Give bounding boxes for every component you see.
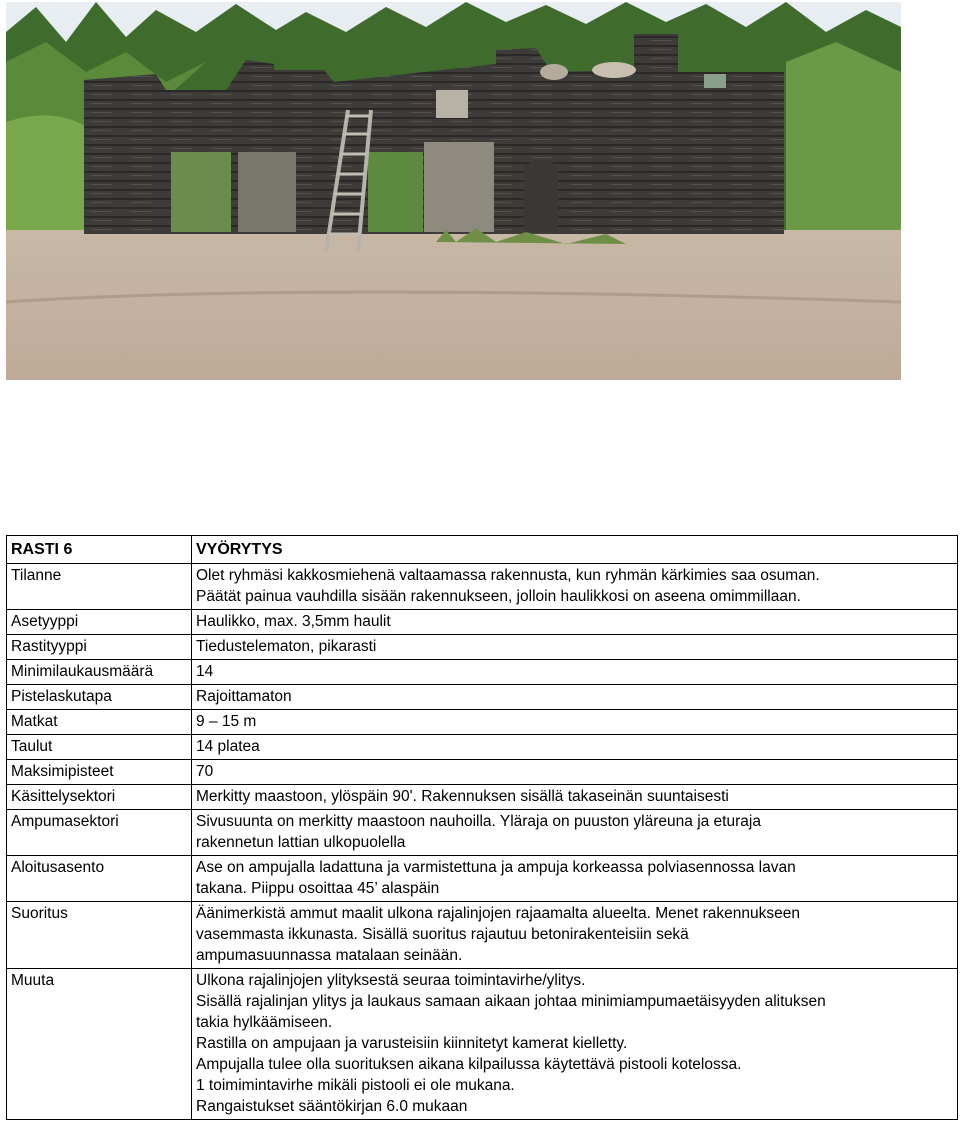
table-header-row: [7, 536, 958, 564]
value-line: ampumasuunnassa matalaan seinään.: [196, 947, 463, 964]
table-row: [7, 760, 958, 785]
stage-title: VYÖRYTYS: [192, 536, 958, 564]
row-value: [192, 856, 958, 902]
table-row: [7, 856, 958, 902]
value-line: 9 – 15 m: [196, 713, 257, 730]
value-line: takia hylkäämiseen.: [196, 1014, 333, 1031]
row-key: Muuta: [7, 969, 192, 1120]
value-line: 70: [196, 763, 214, 780]
row-key: Suoritus: [7, 902, 192, 969]
row-key: Pistelaskutapa: [7, 685, 192, 710]
value-line: 14 platea: [196, 738, 260, 755]
value-line: Tiedustelematon, pikarasti: [196, 638, 377, 655]
row-value: [192, 810, 958, 856]
row-value: [192, 685, 958, 710]
row-value: [192, 785, 958, 810]
value-line: Ulkona rajalinjojen ylityksestä seuraa toimintavirhe/ylitys.: [196, 972, 586, 989]
value-line: 14: [196, 663, 214, 680]
value-line: 1 toimimintavirhe mikäli pistooli ei ole mukana.: [196, 1077, 515, 1094]
value-line: Rastilla on ampujaan ja varusteisiin kiinnitetyt kamerat kielletty.: [196, 1035, 628, 1052]
row-key: Matkat: [7, 710, 192, 735]
row-value: [192, 564, 958, 610]
wooden-building-photo: [6, 2, 901, 380]
table-row: [7, 785, 958, 810]
value-line: Ampujalla tulee olla suorituksen aikana kilpailussa käytettävä pistooli kotelossa.: [196, 1056, 742, 1073]
table-row: [7, 735, 958, 760]
table-row: [7, 610, 958, 635]
table-row: [7, 685, 958, 710]
row-key: Ampumasektori: [7, 810, 192, 856]
row-key: Asetyyppi: [7, 610, 192, 635]
stage-info-table: [6, 535, 958, 1120]
row-value: [192, 760, 958, 785]
table-row: [7, 969, 958, 1120]
value-line: Sisällä rajalinjan ylitys ja laukaus samaan aikaan johtaa minimiampumaetäisyyden alituksen: [196, 993, 826, 1010]
row-key: Käsittelysektori: [7, 785, 192, 810]
row-value: [192, 635, 958, 660]
row-key: Tilanne: [7, 564, 192, 610]
table-row: [7, 710, 958, 735]
value-line: Äänimerkistä ammut maalit ulkona rajalinjojen rajaamalta alueelta. Menet rakennukseen: [196, 905, 800, 922]
value-line: vasemmasta ikkunasta. Sisällä suoritus rajautuu betonirakenteisiin sekä: [196, 926, 689, 943]
row-key: Taulut: [7, 735, 192, 760]
value-line: Ase on ampujalla ladattuna ja varmistettuna ja ampuja korkeassa polviasennossa lavan: [196, 859, 796, 876]
value-line: Sivusuunta on merkitty maastoon nauhoilla. Yläraja on puuston yläreuna ja eturaja: [196, 813, 761, 830]
row-key: Rastityyppi: [7, 635, 192, 660]
row-value: [192, 710, 958, 735]
value-line: rakennetun lattian ulkopuolella: [196, 834, 406, 851]
value-line: Rangaistukset sääntökirjan 6.0 mukaan: [196, 1098, 468, 1115]
row-key: Aloitusasento: [7, 856, 192, 902]
table-row: [7, 810, 958, 856]
value-line: Olet ryhmäsi kakkosmiehenä valtaamassa rakennusta, kun ryhmän kärkimies saa osuman.: [196, 567, 820, 584]
row-key: Maksimipisteet: [7, 760, 192, 785]
table-row: [7, 660, 958, 685]
value-line: Merkitty maastoon, ylöspäin 90'. Rakennuksen sisällä takaseinän suuntaisesti: [196, 788, 729, 805]
table-row: [7, 635, 958, 660]
value-line: Haulikko, max. 3,5mm haulit: [196, 613, 391, 630]
value-line: takana. Piippu osoittaa 45’ alaspäin: [196, 880, 440, 897]
row-key: Minimilaukausmäärä: [7, 660, 192, 685]
row-value: [192, 902, 958, 969]
row-value: [192, 660, 958, 685]
value-line: Rajoittamaton: [196, 688, 292, 705]
value-line: Päätät painua vauhdilla sisään rakennukseen, jolloin haulikkosi on aseena omimmillaan.: [196, 588, 801, 605]
row-value: [192, 610, 958, 635]
table-row: [7, 902, 958, 969]
row-value: [192, 969, 958, 1120]
row-value: [192, 735, 958, 760]
table-row: [7, 564, 958, 610]
stage-number: RASTI 6: [7, 536, 192, 564]
